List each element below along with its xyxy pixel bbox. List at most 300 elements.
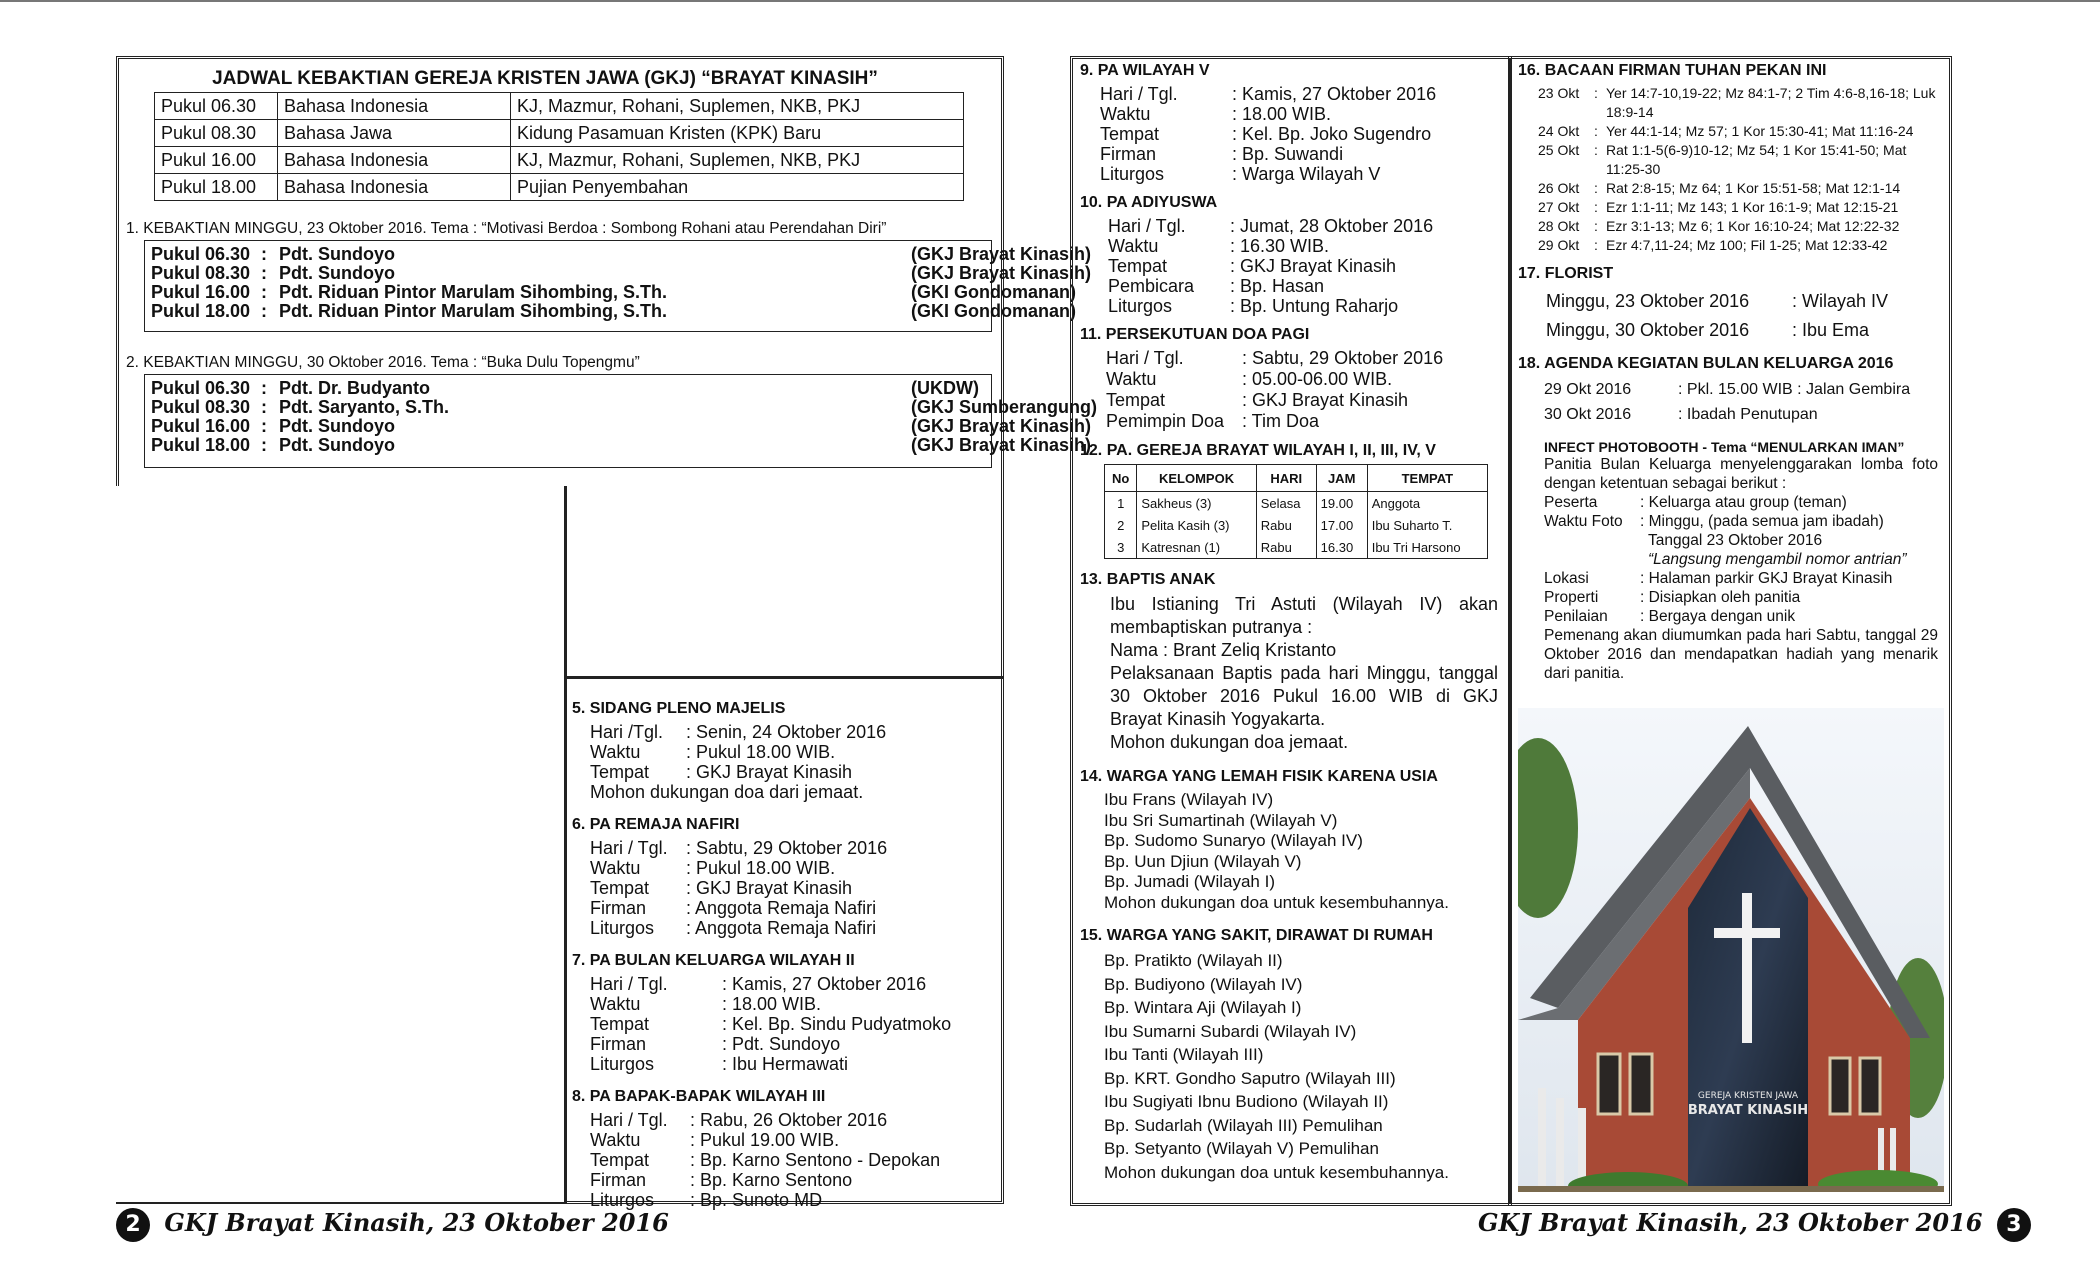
s18-label: 30 Okt 2016 (1544, 406, 1632, 423)
section-14 (1080, 768, 1500, 913)
section-15-heading: 15. WARGA YANG SAKIT, DIRAWAT DI RUMAH (1080, 927, 1433, 944)
section-13 (1080, 571, 1500, 754)
right-footer-text: GKJ Brayat Kinasih, 23 Oktober 2016 (1478, 1208, 1983, 1237)
left-footer-text: GKJ Brayat Kinasih, 23 Oktober 2016 (164, 1208, 669, 1237)
group-header: No (1105, 465, 1137, 492)
s6-label: Hari / Tgl. (590, 838, 668, 858)
schedule-books: Kidung Pasamuan Kristen (KPK) Baru (511, 120, 964, 147)
s8-label: Waktu (590, 1130, 641, 1150)
reading-s: : (1594, 237, 1598, 253)
s8-value: : Bp. Sunoto MD (690, 1190, 823, 1210)
s5-value: : GKJ Brayat Kinasih (686, 762, 853, 782)
reading-r: Yer 44:1-14; Mz 57; 1 Kor 15:30-41; Mat 11:16-24 (1606, 123, 1914, 139)
rule-label: Lokasi (1544, 570, 1589, 587)
s6-label: Tempat (590, 878, 650, 898)
florist-list (1518, 287, 1944, 345)
list-item: Bp. Setyanto (Wilayah V) Pemulihan (1104, 1139, 1379, 1158)
reading-d: 24 Okt (1538, 123, 1580, 139)
service-sep: : (261, 282, 267, 302)
s9-label: Waktu (1100, 104, 1151, 124)
reading-row (1538, 198, 1944, 217)
section-17-heading: 17. FLORIST (1518, 265, 1614, 282)
rule-value: “Langsung mengambil nomor antrian” (1648, 551, 1907, 568)
reading-s: : (1594, 218, 1598, 234)
section-13-paragraph2: Pelaksanaan Baptis pada hari Minggu, tanggal 30 Oktober 2016 Pukul 16.00 WIB di GKJ Brayat Kinasih Yogyakarta. (1110, 663, 1498, 729)
rule-label: Properti (1544, 589, 1599, 606)
s7-value: : 18.00 WIB. (722, 994, 822, 1014)
section-7-heading: 7. PA BULAN KELUARGA WILAYAH II (572, 952, 855, 969)
schedule-lang: Bahasa Indonesia (278, 93, 511, 120)
section-18-heading: 18. AGENDA KEGIATAN BULAN KELUARGA 2016 (1518, 355, 1894, 372)
schedule-lang: Bahasa Indonesia (278, 147, 511, 174)
rule-value: : Minggu, (pada semua jam ibadah) (1640, 513, 1884, 530)
right-footer (1478, 1208, 2031, 1242)
rule-value: : Halaman parkir GKJ Brayat Kinasih (1640, 570, 1893, 587)
service-church: (GKI Gondomanan) (911, 301, 1076, 321)
service2-box (144, 374, 1098, 468)
s5-label: Hari /Tgl. (590, 722, 664, 742)
service-sep: : (261, 244, 267, 264)
s9-label: Hari / Tgl. (1100, 84, 1178, 104)
s11-label: Hari / Tgl. (1106, 348, 1184, 368)
window-right-1 (1830, 1058, 1850, 1114)
service-time: Pukul 16.00 (151, 416, 251, 436)
s8-label: Hari / Tgl. (590, 1110, 668, 1130)
reading-row (1538, 179, 1944, 198)
schedule-time: Pukul 06.30 (155, 93, 278, 120)
page-number-left: 2 (116, 1208, 150, 1242)
schedule-lang: Bahasa Jawa (278, 120, 511, 147)
group-cell: Ibu Tri Harsono (1367, 536, 1487, 559)
schedule-books: KJ, Mazmur, Rohani, Suplemen, NKB, PKJ (511, 93, 964, 120)
cross-horizontal (1714, 928, 1780, 938)
schedule-row (155, 174, 964, 201)
section-10 (1080, 194, 1500, 316)
service-sep: : (261, 416, 267, 436)
reading-s: : (1594, 199, 1598, 215)
section-13-paragraph1: Ibu Istianing Tri Astuti (Wilayah IV) akan membaptiskan putranya : (1110, 594, 1498, 637)
list-item: Bp. Sudomo Sunaryo (Wilayah IV) (1104, 831, 1363, 850)
reading-row (1538, 236, 1944, 255)
service-row (151, 379, 985, 398)
reading-d: 28 Okt (1538, 218, 1580, 234)
group-cell: Selasa (1256, 492, 1316, 515)
list-item: Ibu Tanti (Wilayah III) (1104, 1045, 1264, 1064)
schedule-title: JADWAL KEBAKTIAN GEREJA KRISTEN JAWA (GKJ) “BRAYAT KINASIH” (212, 68, 878, 89)
section-13-child-name: Nama : Brant Zeliq Kristanto (1110, 640, 1337, 660)
group-row (1105, 536, 1488, 559)
service-sep: : (261, 378, 267, 398)
s11-label: Tempat (1106, 390, 1166, 410)
service-time: Pukul 06.30 (151, 378, 251, 398)
s10-label: Tempat (1108, 256, 1168, 276)
service-sep: : (261, 263, 267, 283)
s7-label: Waktu (590, 994, 641, 1014)
service1-heading: 1. KEBAKTIAN MINGGU, 23 Oktober 2016. Tema : “Motivasi Berdoa : Sombong Rohani atau Perendahan Diri” (126, 220, 887, 237)
s9-label: Liturgos (1100, 164, 1165, 184)
group-cell: Katresnan (1) (1137, 536, 1256, 559)
photobooth-rules (1518, 493, 1944, 626)
reading-list (1518, 84, 1944, 255)
section-8-details (572, 1110, 1000, 1210)
reading-r: Ezr 1:1-11; Mz 143; 1 Kor 16:1-9; Mat 12:15-21 (1606, 199, 1899, 215)
s9-value: : Warga Wilayah V (1232, 164, 1381, 184)
section-13-note: Mohon dukungan doa jemaat. (1110, 732, 1349, 752)
s5-value: : Pukul 18.00 WIB. (686, 742, 836, 762)
list-item: Bp. Pratikto (Wilayah II) (1104, 951, 1283, 970)
reading-s: : (1594, 123, 1598, 139)
group-cell: Ibu Suharto T. (1367, 514, 1487, 536)
rule-label (1544, 531, 1640, 550)
s5-value: : Senin, 24 Oktober 2016 (686, 722, 887, 742)
service-pastor: Pdt. Sundoyo (279, 244, 395, 264)
group-table (1104, 464, 1488, 559)
rule-row (1544, 512, 1944, 531)
schedule (150, 68, 970, 201)
s8-value: : Bp. Karno Sentono (690, 1170, 853, 1190)
reading-s: : (1594, 180, 1598, 196)
s9-value: : 18.00 WIB. (1232, 104, 1332, 124)
church-sign-line1: GEREJA KRISTEN JAWA (1697, 1091, 1799, 1101)
rule-value: : Bergaya dengan unik (1640, 608, 1796, 625)
s11-value: : Sabtu, 29 Oktober 2016 (1242, 348, 1444, 368)
reading-r: Yer 14:7-10,19-22; Mz 84:1-7; 2 Tim 4:6-8,16-18; Luk 18:9-14 (1606, 85, 1936, 120)
schedule-books: Pujian Penyembahan (511, 174, 964, 201)
section-11-heading: 11. PERSEKUTUAN DOA PAGI (1080, 326, 1310, 343)
group-cell: 1 (1105, 492, 1137, 515)
s7-label: Tempat (590, 1014, 650, 1034)
service-row (151, 282, 1076, 302)
left-bottom-rule (116, 1202, 564, 1204)
s6-value: : Sabtu, 29 Oktober 2016 (686, 838, 888, 858)
section-18 (1518, 355, 1944, 683)
column-2 (1556, 1098, 1564, 1192)
s11-value: : GKJ Brayat Kinasih (1242, 390, 1409, 410)
s8-value: : Rabu, 26 Oktober 2016 (690, 1110, 888, 1130)
service-pastor: Pdt. Sundoyo (279, 435, 395, 455)
schedule-row (155, 147, 964, 174)
list-item: Bp. Wintara Aji (Wilayah I) (1104, 998, 1302, 1017)
section-10-heading: 10. PA ADIYUSWA (1080, 194, 1218, 211)
schedule-table (154, 92, 964, 201)
right-middle-column (1080, 62, 1500, 1198)
s11-label: Waktu (1106, 369, 1157, 389)
s11-value: : 05.00-06.00 WIB. (1242, 369, 1393, 389)
section-8-heading: 8. PA BAPAK-BAPAK WILAYAH III (572, 1088, 826, 1105)
group-header: KELOMPOK (1137, 465, 1256, 492)
group-cell: 19.00 (1316, 492, 1367, 515)
service-row (151, 301, 1076, 321)
group-cell: Rabu (1256, 536, 1316, 559)
list-item: Ibu Sugiyati Ibnu Budiono (Wilayah II) (1104, 1092, 1389, 1111)
service-church: (GKJ Brayat Kinasih) (911, 263, 1092, 283)
section-10-details (1080, 216, 1500, 316)
service-row (151, 244, 1092, 264)
section-12 (1080, 442, 1500, 559)
rule-row (1544, 588, 1944, 607)
cross-vertical (1742, 893, 1752, 1043)
s9-label: Tempat (1100, 124, 1160, 144)
group-header: TEMPAT (1367, 465, 1487, 492)
s10-label: Hari / Tgl. (1108, 216, 1186, 236)
s8-value: : Bp. Karno Sentono - Depokan (690, 1150, 941, 1170)
list-item: Bp. Jumadi (Wilayah I) (1104, 872, 1275, 891)
s10-value: : Bp. Hasan (1230, 276, 1325, 296)
section-5-heading: 5. SIDANG PLENO MAJELIS (572, 700, 786, 717)
reading-d: 26 Okt (1538, 180, 1580, 196)
section-5-note: Mohon dukungan doa dari jemaat. (590, 782, 864, 802)
s5-label: Tempat (590, 762, 650, 782)
section-7 (572, 952, 1000, 1074)
group-cell: 16.30 (1316, 536, 1367, 559)
service-time: Pukul 08.30 (151, 397, 251, 417)
schedule-books: KJ, Mazmur, Rohani, Suplemen, NKB, PKJ (511, 147, 964, 174)
schedule-time: Pukul 08.30 (155, 120, 278, 147)
rule-row (1544, 569, 1944, 588)
rule-value: : Keluarga atau group (teman) (1640, 494, 1847, 511)
section-11 (1080, 326, 1500, 432)
reading-r: Ezr 4:7,11-24; Mz 100; Fil 1-25; Mat 12:33-42 (1606, 237, 1888, 253)
service-time: Pukul 16.00 (151, 282, 251, 302)
schedule-time: Pukul 16.00 (155, 147, 278, 174)
rule-label (1544, 550, 1640, 569)
rule-value: : Disiapkan oleh panitia (1640, 589, 1801, 606)
schedule-time: Pukul 18.00 (155, 174, 278, 201)
service-church: (UKDW) (911, 378, 979, 398)
s18-label: 29 Okt 2016 (1544, 381, 1632, 398)
service1-box (144, 240, 1092, 332)
service-church: (GKJ Brayat Kinasih) (911, 416, 1092, 436)
service-time: Pukul 18.00 (151, 301, 251, 321)
list-item: Bp. Uun Djiun (Wilayah V) (1104, 851, 1302, 871)
group-cell: Sakheus (3) (1137, 492, 1256, 515)
service-row (151, 435, 1092, 455)
s6-label: Liturgos (590, 918, 655, 938)
reading-r: Rat 1:1-5(6-9)10-12; Mz 54; 1 Kor 15:41-50; Mat 11:25-30 (1606, 142, 1907, 177)
s10-label: Liturgos (1108, 296, 1173, 316)
rule-row (1544, 607, 1944, 626)
s10-label: Waktu (1108, 236, 1159, 256)
section-9 (1080, 62, 1500, 184)
section-15-list (1080, 949, 1500, 1184)
ground (1518, 1186, 1944, 1192)
rule-value: Tanggal 23 Oktober 2016 (1648, 532, 1823, 549)
left-blank-area (116, 486, 564, 1204)
church-illustration (1518, 708, 1944, 1192)
s6-value: : GKJ Brayat Kinasih (686, 878, 853, 898)
list-item: Ibu Sumarni Subardi (Wilayah IV) (1104, 1021, 1357, 1041)
service-row (151, 397, 1098, 417)
window-right-2 (1860, 1058, 1880, 1114)
group-row (1105, 514, 1488, 536)
s8-label: Firman (590, 1170, 647, 1190)
section-6-details (572, 838, 1000, 938)
rule-label: Penilaian (1544, 608, 1608, 625)
list-item: Ibu Sri Sumartinah (Wilayah V) (1104, 810, 1338, 830)
section-14-heading: 14. WARGA YANG LEMAH FISIK KARENA USIA (1080, 768, 1438, 785)
church-photo (1518, 708, 1944, 1192)
rule-label: Peserta (1544, 494, 1598, 511)
service2-heading: 2. KEBAKTIAN MINGGU, 30 Oktober 2016. Tema : “Buka Dulu Topengmu” (126, 354, 640, 371)
s9-value: : Bp. Suwandi (1232, 144, 1344, 164)
photobooth-closing: Pemenang akan diumumkan pada hari Sabtu, tanggal 29 Oktober 2016 dan mendapatkan hadiah yang menarik dari panitia. (1544, 627, 1938, 682)
section-13-heading: 13. BAPTIS ANAK (1080, 571, 1216, 588)
service-row (151, 263, 1092, 283)
section-16 (1518, 62, 1944, 255)
left-inner-divider-v (564, 486, 567, 1204)
service-time: Pukul 06.30 (151, 244, 251, 264)
section-8 (572, 1088, 1000, 1210)
s6-label: Waktu (590, 858, 641, 878)
schedule-lang: Bahasa Indonesia (278, 174, 511, 201)
section-6 (572, 816, 1000, 938)
group-header: HARI (1256, 465, 1316, 492)
left-lower-column (572, 700, 1000, 1224)
window-left-2 (1630, 1054, 1652, 1114)
s10-value: : Jumat, 28 Oktober 2016 (1230, 216, 1434, 236)
s5-label: Waktu (590, 742, 641, 762)
s7-value: : Ibu Hermawati (722, 1054, 849, 1074)
group-cell: Rabu (1256, 514, 1316, 536)
reading-d: 23 Okt (1538, 85, 1580, 101)
s18-value: : Ibadah Penutupan (1678, 406, 1818, 423)
section-14-list (1080, 790, 1500, 913)
column-1 (1538, 1088, 1546, 1192)
service-church: (GKJ Brayat Kinasih) (911, 244, 1092, 264)
section-5 (572, 700, 1000, 802)
window-left-1 (1598, 1054, 1620, 1114)
list-item: Bp. KRT. Gondho Saputro (Wilayah III) (1104, 1068, 1396, 1088)
agenda-list (1518, 377, 1944, 427)
section-16-heading: 16. BACAAN FIRMAN TUHAN PEKAN INI (1518, 62, 1827, 79)
service-church: (GKJ Brayat Kinasih) (911, 435, 1092, 455)
group-cell: Anggota (1367, 492, 1487, 515)
church-sign-line2: BRAYAT KINASIH (1687, 1103, 1809, 1118)
s10-value: : Bp. Untung Raharjo (1230, 296, 1399, 316)
rule-row (1544, 493, 1944, 512)
s17-value: : Ibu Ema (1792, 320, 1870, 340)
s10-value: : GKJ Brayat Kinasih (1230, 256, 1397, 276)
section-15 (1080, 927, 1500, 1184)
s7-label: Firman (590, 1034, 647, 1054)
reading-d: 27 Okt (1538, 199, 1580, 215)
s6-value: : Anggota Remaja Nafiri (686, 918, 877, 938)
section-12-heading: 12. PA. GEREJA BRAYAT WILAYAH I, II, III, IV, V (1080, 442, 1436, 459)
list-item: Mohon dukungan doa untuk kesembuhannya. (1104, 892, 1449, 912)
s8-value: : Pukul 19.00 WIB. (690, 1130, 840, 1150)
service-sep: : (261, 397, 267, 417)
schedule-row (155, 120, 964, 147)
group-cell: 3 (1105, 536, 1137, 559)
group-cell: 17.00 (1316, 514, 1367, 536)
service-pastor: Pdt. Dr. Budyanto (279, 378, 431, 398)
reading-d: 29 Okt (1538, 237, 1580, 253)
section-7-details (572, 974, 1000, 1074)
reading-row (1538, 141, 1944, 179)
reading-row (1538, 122, 1944, 141)
section-11-details (1080, 348, 1500, 432)
s7-value: : Kel. Bp. Sindu Pudyatmoko (722, 1014, 952, 1034)
left-inner-divider-h (564, 676, 1004, 679)
reading-s: : (1594, 142, 1598, 158)
reading-s: : (1594, 85, 1598, 101)
service-row (151, 416, 1092, 436)
group-row (1105, 492, 1488, 515)
s18-value: : Pkl. 15.00 WIB : Jalan Gembira (1678, 381, 1911, 398)
right-right-column (1518, 62, 1944, 697)
s7-value: : Pdt. Sundoyo (722, 1034, 841, 1054)
list-item: Mohon dukungan doa untuk kesembuhannya. (1104, 1162, 1449, 1182)
service-sep: : (261, 301, 267, 321)
s17-label: Minggu, 23 Oktober 2016 (1546, 291, 1750, 311)
s9-value: : Kel. Bp. Joko Sugendro (1232, 124, 1432, 144)
photobooth-intro: Panitia Bulan Keluarga menyelenggarakan lomba foto dengan ketentuan sebagai berikut : (1544, 456, 1938, 492)
service-church: (GKI Gondomanan) (911, 282, 1076, 302)
section-17 (1518, 265, 1944, 345)
section-9-details (1080, 84, 1500, 184)
service-pastor: Pdt. Riduan Pintor Marulam Sihombing, S.Th. (279, 282, 668, 302)
s7-label: Hari / Tgl. (590, 974, 668, 994)
rule-row (1544, 531, 1944, 550)
s17-value: : Wilayah IV (1792, 291, 1889, 311)
section-5-details (572, 722, 1000, 782)
service-pastor: Pdt. Saryanto, S.Th. (279, 397, 450, 417)
s8-label: Tempat (590, 1150, 650, 1170)
s11-label: Pemimpin Doa (1106, 411, 1225, 431)
s6-value: : Anggota Remaja Nafiri (686, 898, 877, 918)
service-sep: : (261, 435, 267, 455)
page-number-right: 3 (1997, 1208, 2031, 1242)
service-pastor: Pdt. Sundoyo (279, 263, 395, 283)
section-6-heading: 6. PA REMAJA NAFIRI (572, 816, 740, 833)
s10-value: : 16.30 WIB. (1230, 236, 1330, 256)
schedule-row (155, 93, 964, 120)
s17-label: Minggu, 30 Oktober 2016 (1546, 320, 1750, 340)
list-item: Bp. Sudarlah (Wilayah III) Pemulihan (1104, 1115, 1383, 1135)
service-time: Pukul 18.00 (151, 435, 251, 455)
service-pastor: Pdt. Sundoyo (279, 416, 395, 436)
reading-row (1538, 84, 1944, 122)
s11-value: : Tim Doa (1242, 411, 1320, 431)
service-time: Pukul 08.30 (151, 263, 251, 283)
reading-r: Rat 2:8-15; Mz 64; 1 Kor 15:51-58; Mat 12:1-14 (1606, 180, 1901, 196)
reading-r: Ezr 3:1-13; Mz 6; 1 Kor 16:10-24; Mat 12:22-32 (1606, 218, 1900, 234)
group-header: JAM (1316, 465, 1367, 492)
s9-label: Firman (1100, 144, 1157, 164)
list-item: Bp. Budiyono (Wilayah IV) (1104, 974, 1303, 994)
service-church: (GKJ Sumberangung) (911, 397, 1098, 417)
reading-row (1538, 217, 1944, 236)
s6-label: Firman (590, 898, 647, 918)
top-rule (0, 0, 2100, 2)
s7-value: : Kamis, 27 Oktober 2016 (722, 974, 927, 994)
section-9-heading: 9. PA WILAYAH V (1080, 62, 1210, 79)
rule-label: Waktu Foto (1544, 513, 1623, 530)
reading-d: 25 Okt (1538, 142, 1580, 158)
service-pastor: Pdt. Riduan Pintor Marulam Sihombing, S.Th. (279, 301, 668, 321)
s9-value: : Kamis, 27 Oktober 2016 (1232, 84, 1437, 104)
list-item: Ibu Frans (Wilayah IV) (1104, 790, 1274, 809)
s8-label: Liturgos (590, 1190, 655, 1210)
group-cell: 2 (1105, 514, 1137, 536)
left-footer (116, 1208, 669, 1242)
group-cell: Pelita Kasih (3) (1137, 514, 1256, 536)
rule-row (1544, 550, 1944, 569)
s6-value: : Pukul 18.00 WIB. (686, 858, 836, 878)
s10-label: Pembicara (1108, 276, 1195, 296)
s7-label: Liturgos (590, 1054, 655, 1074)
photobooth-title: INFECT PHOTOBOOTH - Tema “MENULARKAN IMAN” (1544, 439, 1905, 455)
